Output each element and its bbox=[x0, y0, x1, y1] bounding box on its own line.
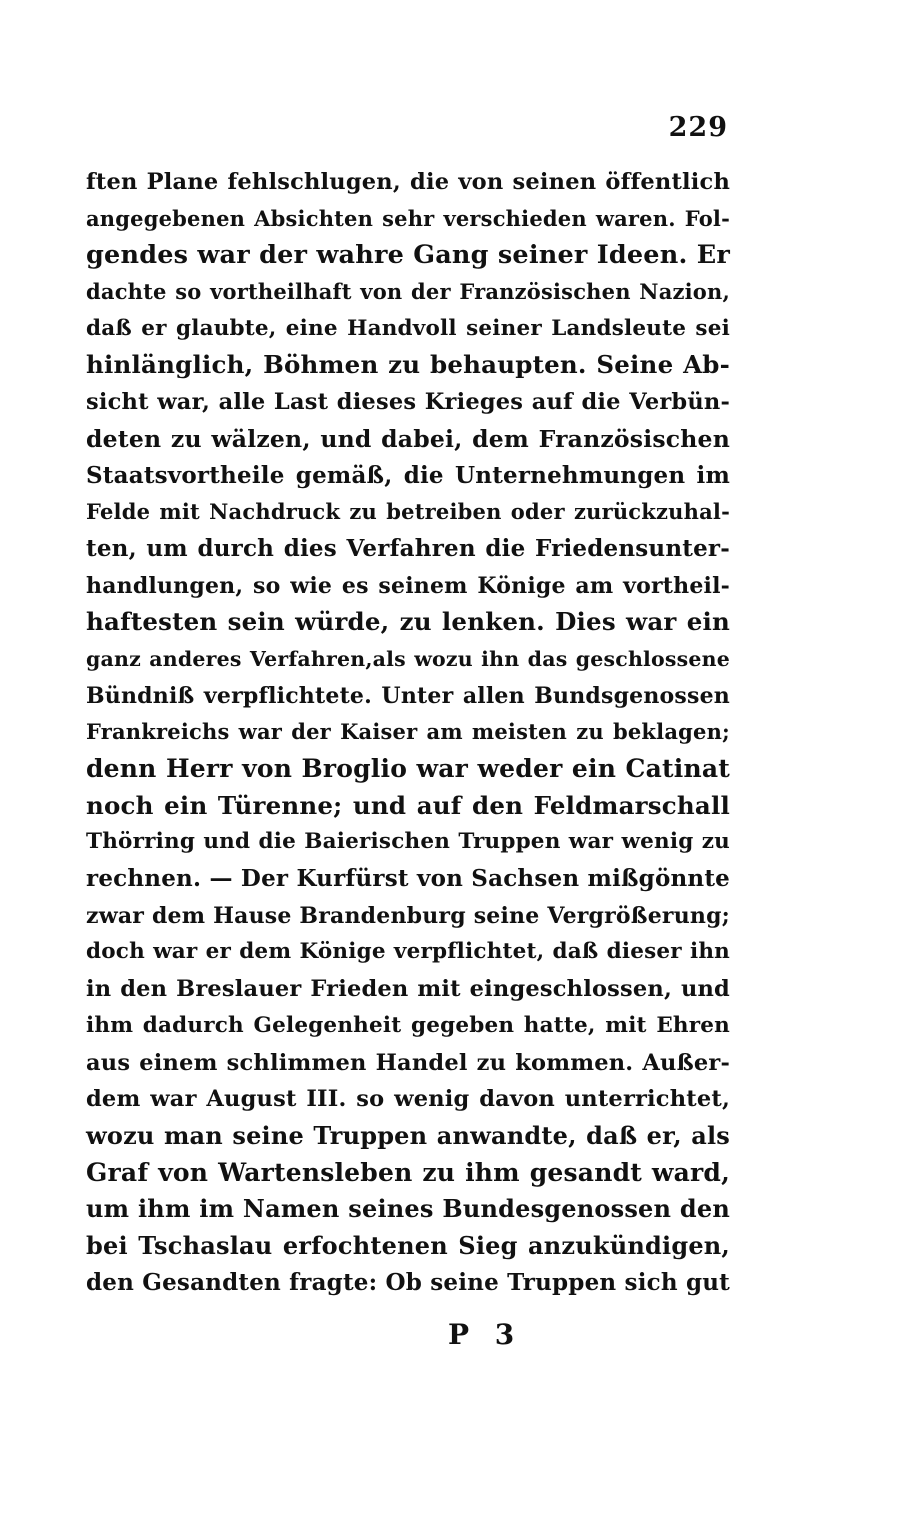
text-line: aus einem schlimmen Handel zu kommen. Außer- bbox=[86, 1049, 730, 1076]
text-line: gendes war der wahre Gang seiner Ideen. Er bbox=[86, 240, 730, 271]
text-line: Staatsvortheile gemäß, die Unternehmungen im bbox=[86, 461, 730, 489]
text-line: sicht war, alle Last dieses Krieges auf die Verbün- bbox=[86, 389, 730, 416]
text-line: handlungen, so wie es seinem Könige am vortheil- bbox=[86, 572, 730, 599]
text-line: den Gesandten fragte: Ob seine Truppen sich gut bbox=[86, 1268, 730, 1296]
text-line: Graf von Wartensleben zu ihm gesandt ward, bbox=[86, 1157, 730, 1187]
page-number: 229 bbox=[668, 112, 728, 143]
text-line: ihm dadurch Gelegenheit gegeben hatte, mit Ehren bbox=[86, 1012, 730, 1038]
text-line: Felde mit Nachdruck zu betreiben oder zurückzuhal- bbox=[86, 499, 730, 525]
text-line: dem war August III. so wenig davon unterrichtet, bbox=[86, 1086, 730, 1113]
text-line: ganz anderes Verfahren,als wozu ihn das geschlossene bbox=[86, 646, 730, 671]
text-line: Frankreichs war der Kaiser am meisten zu beklagen; bbox=[86, 719, 730, 745]
text-line: um ihm im Namen seines Bundesgenossen den bbox=[86, 1194, 730, 1224]
body-text bbox=[86, 164, 730, 1301]
text-line: haftesten sein würde, zu lenken. Dies war ein bbox=[86, 607, 730, 637]
text-line: deten zu wälzen, und dabei, dem Französischen bbox=[86, 424, 730, 453]
text-line: dachte so vortheilhaft von der Französischen Nazion, bbox=[86, 279, 730, 305]
text-line: ften Plane fehlschlugen, die von seinen öffentlich bbox=[86, 169, 730, 195]
text-line: wozu man seine Truppen anwandte, daß er, als bbox=[86, 1120, 730, 1150]
text-line: in den Breslauer Frieden mit eingeschlossen, und bbox=[86, 976, 730, 1003]
text-line: hinlänglich, Böhmen zu behaupten. Seine Ab- bbox=[86, 350, 730, 380]
text-line: noch ein Türenne; und auf den Feldmarschall bbox=[86, 790, 730, 820]
text-line: denn Herr von Broglio war weder ein Catinat bbox=[86, 754, 730, 783]
text-line: Thörring und die Baierischen Truppen war wenig zu bbox=[86, 829, 730, 855]
text-line: angegebenen Absichten sehr verschieden waren. Fol- bbox=[86, 205, 730, 231]
text-line: ten, um durch dies Verfahren die Friedensunter- bbox=[86, 534, 730, 562]
text-line: bei Tschaslau erfochtenen Sieg anzukündigen, bbox=[86, 1230, 730, 1260]
text-line: Bündniß verpflichtete. Unter allen Bundsgenossen bbox=[86, 682, 730, 709]
text-line: zwar dem Hause Brandenburg seine Vergrößerung; bbox=[86, 902, 730, 929]
text-line: doch war er dem Könige verpflichtet, daß dieser ihn bbox=[86, 939, 730, 965]
signature-mark: P 3 bbox=[448, 1318, 523, 1351]
text-line: rechnen. — Der Kurfürst von Sachsen mißgönnte bbox=[86, 865, 730, 893]
text-line: daß er glaubte, eine Handvoll seiner Landsleute sei bbox=[86, 315, 730, 341]
